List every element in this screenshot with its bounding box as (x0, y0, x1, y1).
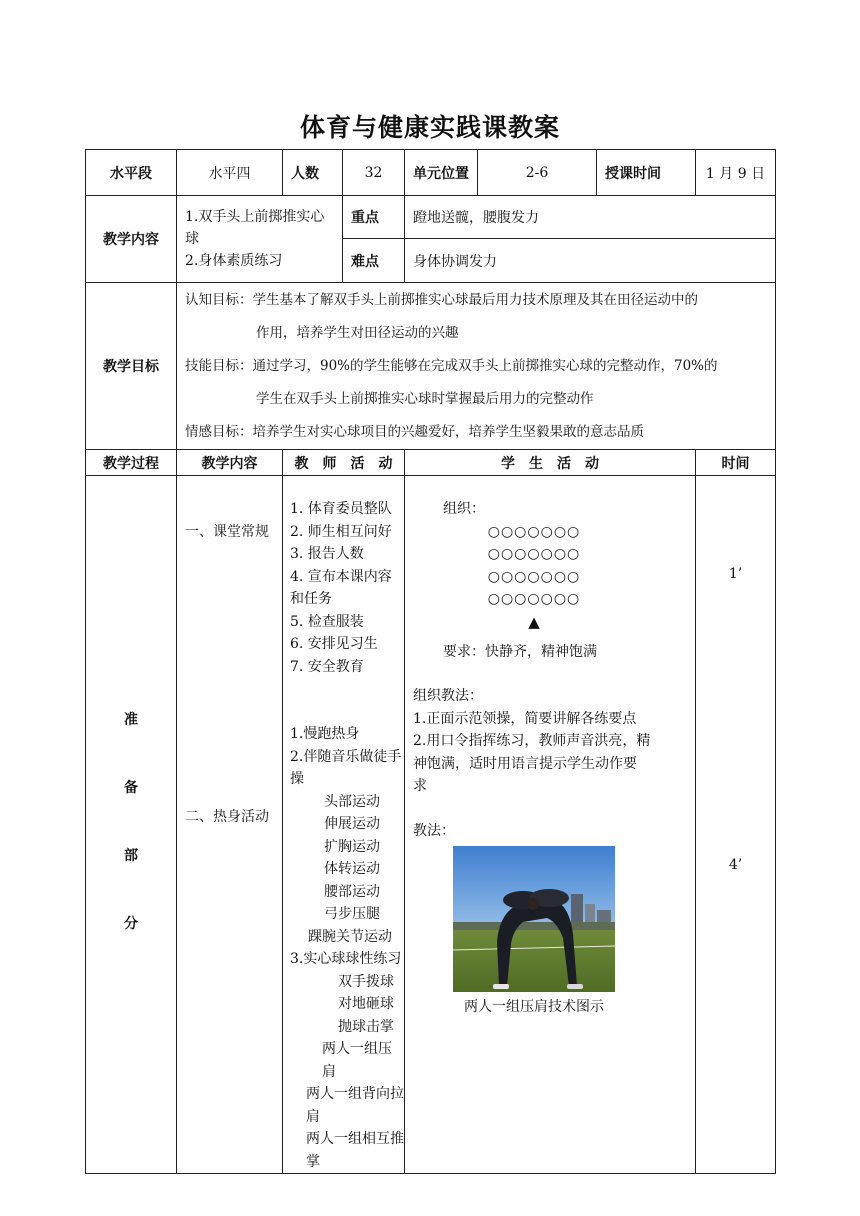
org-method-label: 组织教法： (413, 688, 483, 704)
teacher-step: 3. 报告人数 (290, 546, 364, 562)
warmup-step: 2.伴随音乐做徒手操 (290, 748, 402, 787)
prep-content-cell (177, 476, 283, 1174)
method-label: 教法： (413, 822, 455, 839)
unit-value: 2-6 (478, 150, 597, 196)
goals-text (177, 283, 776, 450)
image-caption: 两人一组压肩技术图示 (464, 999, 604, 1015)
teacher-step: 4. 宣布本课内容和任务 (290, 568, 392, 607)
key-value: 蹬地送髋，腰腹发力 (405, 196, 776, 239)
formation-row: ○○○○○○○ (487, 568, 581, 585)
teacher-step: 5. 检查服装 (290, 613, 364, 630)
part-char: 分 (124, 916, 138, 932)
pair-shoulder-stretch-image (453, 846, 615, 992)
method-line: 2.用口令指挥练习，教师声音洪亮，精 (413, 733, 651, 749)
teacher-step: 7. 安全教育 (290, 658, 364, 675)
part-char: 部 (124, 848, 138, 864)
warmup-step: 两人一组相互推掌 (306, 1131, 404, 1170)
warmup-step: 踝腕关节运动 (308, 928, 392, 945)
student-activity-label: 学 生 活 动 (405, 450, 696, 476)
warmup-step: 1.慢跑热身 (290, 726, 360, 742)
teacher-step: 2. 师生相互问好 (290, 523, 392, 540)
content-item: 2.身体素质练习 (185, 253, 283, 269)
duration-routine: 1’ (728, 566, 743, 582)
content-item: 球 (185, 231, 199, 247)
process-header-row (86, 450, 776, 476)
goals-label: 教学目标 (86, 283, 177, 450)
warmup-step: 抛球击掌 (338, 1018, 394, 1035)
org-label: 组织： (443, 501, 485, 517)
level-label: 水平段 (86, 150, 177, 196)
warmup-step: 伸展运动 (324, 816, 380, 832)
stretch-photo (413, 846, 695, 992)
goal-line: 学生在双手头上前掷推实心球时掌握最后用力的完整动作 (256, 390, 594, 407)
goal-line: 认知目标：学生基本了解双手头上前掷推实心球最后用力技术原理及其在田径运动中的 (185, 291, 698, 308)
teacher-position-icon: ▲ (528, 612, 540, 631)
warmup-step: 扩胸运动 (324, 838, 380, 855)
lesson-plan-table (85, 149, 776, 1174)
part-char: 准 (124, 712, 138, 728)
unit-label: 单元位置 (405, 150, 478, 196)
time-value: 1 月 9 日 (696, 150, 776, 196)
section-name: 二、热身活动 (185, 809, 269, 825)
duration-cell (696, 476, 776, 1174)
process-content-label: 教学内容 (177, 450, 283, 476)
warmup-step: 头部运动 (324, 793, 380, 810)
formation-row: ○○○○○○○ (487, 591, 581, 607)
header-row (86, 150, 776, 196)
process-label: 教学过程 (86, 450, 177, 476)
formation-row: ○○○○○○○ (487, 546, 581, 562)
duration-warmup: 4’ (728, 857, 743, 873)
warmup-step: 两人一组压肩 (322, 1041, 392, 1080)
duration-label: 时间 (696, 450, 776, 476)
goal-line: 技能目标：通过学习，90%的学生能够在完成双手头上前掷推实心球的完整动作，70%的 (185, 357, 718, 374)
part-char: 备 (124, 780, 138, 796)
content-items (177, 196, 343, 283)
time-label: 授课时间 (597, 150, 696, 196)
difficulty-value: 身体协调发力 (405, 239, 776, 283)
teacher-activity-label: 教 师 活 动 (283, 450, 405, 476)
method-line: 神饱满，适时用语言提示学生动作要 (413, 755, 637, 772)
method-line: 求 (413, 778, 427, 794)
warmup-step: 双手拨球 (338, 973, 394, 990)
teacher-step: 1. 体育委员整队 (290, 501, 392, 517)
goal-line: 情感目标：培养学生对实心球项目的兴趣爱好，培养学生坚毅果敢的意志品质 (185, 423, 644, 440)
level-value: 水平四 (177, 150, 283, 196)
content-label: 教学内容 (86, 196, 177, 283)
page-title: 体育与健康实践课教案 (299, 113, 560, 142)
goal-line: 作用，培养学生对田径运动的兴趣 (256, 324, 459, 341)
section-name: 一、课堂常规 (185, 524, 269, 540)
teacher-step: 6. 安排见习生 (290, 636, 378, 652)
key-label: 重点 (343, 196, 405, 239)
prep-part-label (86, 476, 177, 1174)
teacher-list-warmup (290, 723, 404, 1173)
formation-diagram (373, 521, 695, 611)
teacher-activity-cell (283, 476, 405, 1174)
count-label: 人数 (283, 150, 343, 196)
warmup-step: 腰部运动 (324, 883, 380, 900)
warmup-step: 两人一组背向拉肩 (306, 1086, 404, 1125)
difficulty-label: 难点 (343, 239, 405, 283)
count-value: 32 (343, 150, 405, 196)
method-list (413, 708, 695, 798)
warmup-step: 体转运动 (324, 861, 380, 877)
formation-row: ○○○○○○○ (487, 523, 581, 540)
warmup-step: 3.实心球球性练习 (290, 951, 402, 967)
content-item: 1.双手头上前掷推实心 (185, 209, 325, 225)
warmup-step: 对地砸球 (338, 996, 394, 1012)
warmup-step: 弓步压腿 (324, 906, 380, 922)
method-line: 1.正面示范领操，简要讲解各练要点 (413, 710, 637, 727)
student-activity-cell (405, 476, 696, 1174)
requirement-text: 要求：快静齐，精神饱满 (443, 643, 597, 660)
